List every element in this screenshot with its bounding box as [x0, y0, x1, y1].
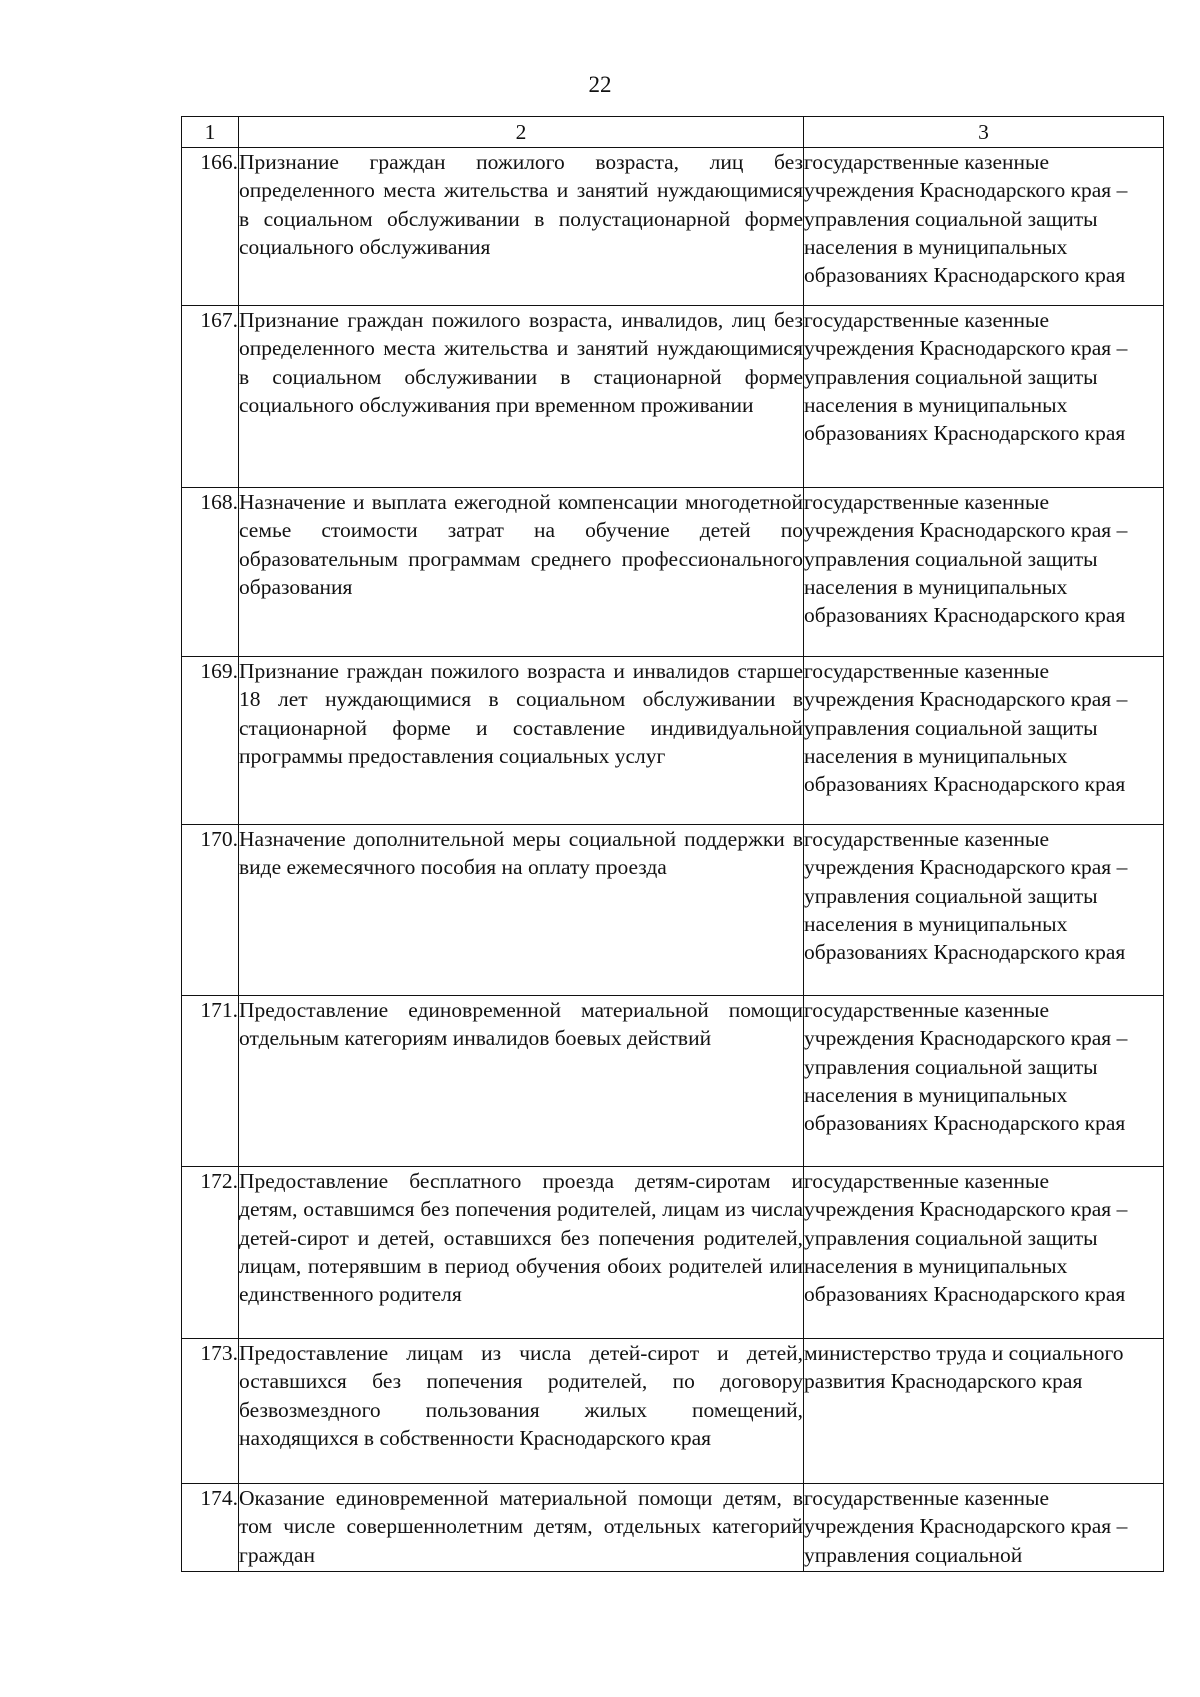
service-name: Признание граждан пожилого возраста, инвалидов, лиц без определенного места жительства и занятий нуждающимися в социальном обслуживании в стационарной форме социального обслуживания при временном проживании	[239, 306, 804, 488]
responsible-organization: министерство труда и социального развития Краснодарского края	[804, 1339, 1164, 1484]
table-row	[182, 1484, 1164, 1572]
service-name: Предоставление бесплатного проезда детям-сиротам и детям, оставшимся без попечения родителей, лицам из числа детей-сирот и детей, оставшихся без попечения родителей, лицам, потерявшим в период обучения обоих родителей или единственного родителя	[239, 1167, 804, 1339]
responsible-organization: государственные казенные учреждения Краснодарского края – управления социальной защиты населения в муниципальных образованиях Краснодарского края	[804, 825, 1164, 996]
column-header-service: 2	[239, 117, 804, 148]
table-row	[182, 306, 1164, 488]
responsible-organization: государственные казенные учреждения Краснодарского края – управления социальной защиты населения в муниципальных образованиях Краснодарского края	[804, 148, 1164, 306]
responsible-organization: государственные казенные учреждения Краснодарского края – управления социальной защиты населения в муниципальных образованиях Краснодарского края	[804, 1167, 1164, 1339]
service-name: Назначение дополнительной меры социальной поддержки в виде ежемесячного пособия на оплату проезда	[239, 825, 804, 996]
service-name: Признание граждан пожилого возраста, лиц без определенного места жительства и занятий нуждающимися в социальном обслуживании в полустационарной форме социального обслуживания	[239, 148, 804, 306]
table-row	[182, 996, 1164, 1167]
table-header-row	[182, 117, 1164, 148]
row-number: 170.	[182, 825, 239, 996]
row-number: 169.	[182, 657, 239, 825]
row-number: 172.	[182, 1167, 239, 1339]
responsible-organization: государственные казенные учреждения Краснодарского края – управления социальной защиты населения в муниципальных образованиях Краснодарского края	[804, 657, 1164, 825]
row-number: 174.	[182, 1484, 239, 1572]
row-number: 168.	[182, 488, 239, 657]
service-name: Назначение и выплата ежегодной компенсации многодетной семье стоимости затрат на обучение детей по образовательным программам среднего профессионального образования	[239, 488, 804, 657]
table-row	[182, 488, 1164, 657]
row-number: 171.	[182, 996, 239, 1167]
row-number: 166.	[182, 148, 239, 306]
row-number: 173.	[182, 1339, 239, 1484]
responsible-organization: государственные казенные учреждения Краснодарского края – управления социальной защиты населения в муниципальных образованиях Краснодарского края	[804, 996, 1164, 1167]
column-header-number: 1	[182, 117, 239, 148]
service-name: Признание граждан пожилого возраста и инвалидов старше 18 лет нуждающимися в социальном обслуживании в стационарной форме и составление индивидуальной программы предоставления социальных услуг	[239, 657, 804, 825]
row-number: 167.	[182, 306, 239, 488]
table-row	[182, 825, 1164, 996]
responsible-organization: государственные казенные учреждения Краснодарского края – управления социальной защиты населения в муниципальных образованиях Краснодарского края	[804, 306, 1164, 488]
table-row	[182, 1167, 1164, 1339]
services-table	[181, 116, 1164, 1572]
table-row	[182, 148, 1164, 306]
service-name: Оказание единовременной материальной помощи детям, в том числе совершеннолетним детям, отдельных категорий граждан	[239, 1484, 804, 1572]
page-number: 22	[588, 72, 612, 97]
responsible-organization: государственные казенные учреждения Краснодарского края – управления социальной	[804, 1484, 1164, 1572]
service-name: Предоставление лицам из числа детей-сирот и детей, оставшихся без попечения родителей, по договору безвозмездного пользования жилых помещений, находящихся в собственности Краснодарского края	[239, 1339, 804, 1484]
table-row	[182, 1339, 1164, 1484]
responsible-organization: государственные казенные учреждения Краснодарского края – управления социальной защиты населения в муниципальных образованиях Краснодарского края	[804, 488, 1164, 657]
service-name: Предоставление единовременной материальной помощи отдельным категориям инвалидов боевых действий	[239, 996, 804, 1167]
column-header-organization: 3	[804, 117, 1164, 148]
table-row	[182, 657, 1164, 825]
